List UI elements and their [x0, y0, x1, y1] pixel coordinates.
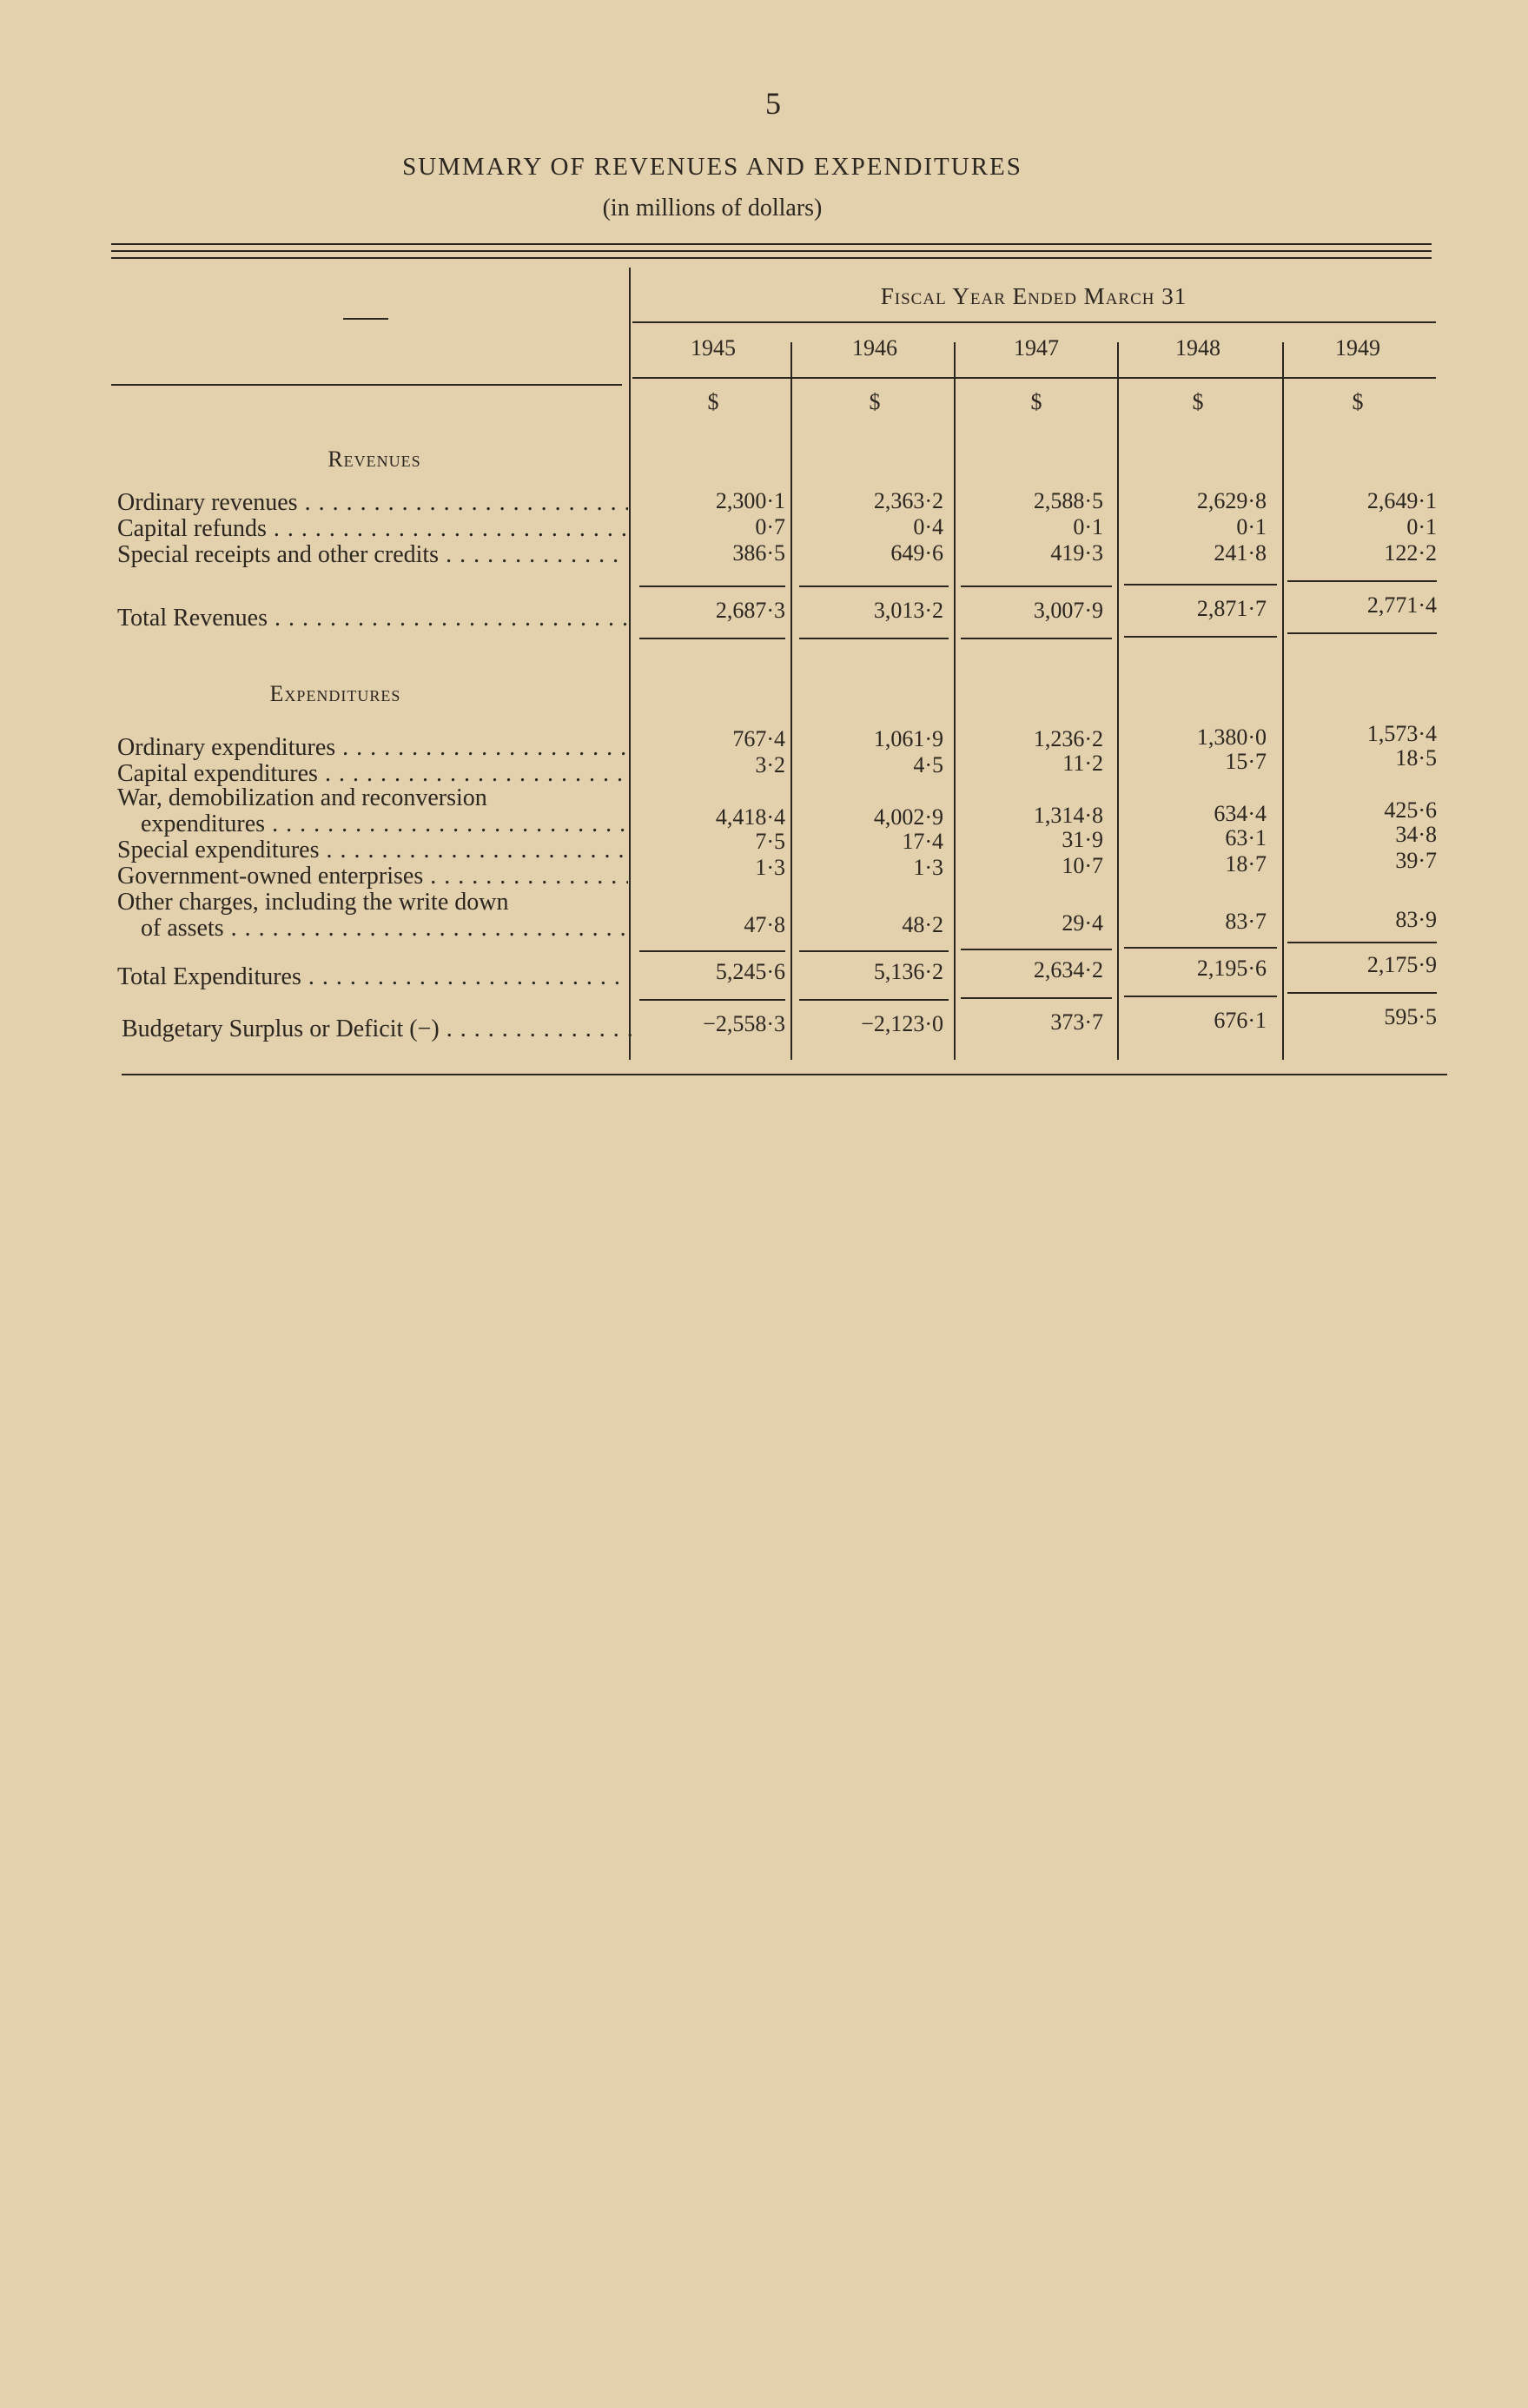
- cell-government-owned-1949: 39·7: [1395, 848, 1437, 873]
- year-header-1948: 1948: [1175, 335, 1220, 361]
- top-rule-3: [111, 257, 1432, 259]
- bottom-rule: [122, 1074, 1447, 1075]
- row-label-other-charges-line1: Other charges, including the write down: [117, 890, 509, 916]
- row-label-capital-refunds: Capital refunds . . .: [117, 516, 628, 542]
- row-label-special-receipts: Special receipts and other credits . . .: [117, 542, 628, 568]
- year-header-rule: [632, 377, 1436, 379]
- cell-government-owned-1948: 18·7: [1225, 851, 1267, 877]
- subtotal-rule-exp-1948: [1124, 947, 1277, 949]
- subtotal-rule-rev-1949: [1287, 580, 1437, 582]
- stub-header-rule: [111, 384, 622, 386]
- cell-special-expenditures-1947: 31·9: [1062, 827, 1103, 852]
- cell-ordinary-expenditures-1947: 1,236·2: [1033, 726, 1103, 751]
- cell-war-demobilization-1947: 1,314·8: [1033, 803, 1103, 828]
- cell-ordinary-revenues-1947: 2,588·5: [1033, 488, 1103, 513]
- total-rule-exp-1945: [639, 999, 785, 1001]
- currency-1949: $: [1352, 389, 1364, 414]
- total-rule-rev-1946: [799, 638, 949, 639]
- table-title: SUMMARY OF REVENUES AND EXPENDITURES: [402, 153, 1022, 181]
- cell-war-demobilization-1946: 4,002·9: [873, 804, 943, 830]
- cell-budgetary-surplus-1948: 676·1: [1214, 1008, 1267, 1033]
- cell-war-demobilization-1945: 4,418·4: [715, 804, 785, 830]
- cell-budgetary-surplus-1947: 373·7: [1050, 1009, 1103, 1035]
- subtotal-rule-exp-1949: [1287, 942, 1437, 943]
- cell-capital-expenditures-1949: 18·5: [1395, 745, 1437, 771]
- cell-total-expenditures-1948: 2,195·6: [1196, 956, 1267, 981]
- year-header-1949: 1949: [1335, 335, 1380, 361]
- cell-government-owned-1945: 1·3: [755, 855, 785, 880]
- total-rule-rev-1945: [639, 638, 785, 639]
- cell-total-expenditures-1947: 2,634·2: [1033, 957, 1103, 982]
- cell-total-expenditures-1945: 5,245·6: [715, 959, 785, 984]
- cell-government-owned-1946: 1·3: [913, 855, 943, 880]
- cell-capital-refunds-1946: 0·4: [913, 514, 943, 539]
- cell-other-charges-1948: 83·7: [1225, 909, 1267, 934]
- cell-budgetary-surplus-1949: 595·5: [1384, 1004, 1437, 1029]
- cell-special-expenditures-1945: 7·5: [755, 829, 785, 854]
- cell-capital-refunds-1948: 0·1: [1236, 514, 1267, 539]
- cell-ordinary-expenditures-1948: 1,380·0: [1196, 724, 1267, 750]
- subtotal-rule-rev-1946: [799, 585, 949, 587]
- row-label-special-expenditures: Special expenditures . . .: [117, 837, 628, 863]
- cell-special-expenditures-1949: 34·8: [1395, 822, 1437, 847]
- subtotal-rule-exp-1946: [799, 950, 949, 952]
- cell-war-demobilization-1949: 425·6: [1384, 797, 1437, 823]
- cell-capital-refunds-1949: 0·1: [1406, 514, 1437, 539]
- row-label-ordinary-revenues: Ordinary revenues . . .: [117, 490, 628, 516]
- expenditures-heading: Expenditures: [269, 681, 401, 706]
- cell-budgetary-surplus-1946: −2,123·0: [861, 1011, 943, 1036]
- fiscal-year-rule: [632, 321, 1436, 323]
- total-rule-exp-1947: [961, 997, 1112, 999]
- cell-special-receipts-1946: 649·6: [890, 540, 943, 566]
- subtotal-rule-rev-1948: [1124, 584, 1277, 585]
- total-rule-exp-1946: [799, 999, 949, 1001]
- cell-special-receipts-1949: 122·2: [1384, 540, 1437, 566]
- subtotal-rule-rev-1945: [639, 585, 785, 587]
- stub-header-dash: [343, 318, 388, 320]
- cell-special-receipts-1948: 241·8: [1214, 540, 1267, 566]
- fiscal-year-header: Fiscal Year Ended March 31: [880, 283, 1187, 309]
- subtotal-rule-rev-1947: [961, 585, 1112, 587]
- cell-total-expenditures-1946: 5,136·2: [873, 959, 943, 984]
- column-rule-stub: [629, 268, 631, 1060]
- cell-total-revenues-1949: 2,771·4: [1366, 592, 1437, 618]
- cell-government-owned-1947: 10·7: [1062, 853, 1103, 878]
- cell-special-expenditures-1948: 63·1: [1225, 825, 1267, 850]
- cell-other-charges-1945: 47·8: [744, 912, 785, 937]
- cell-other-charges-1949: 83·9: [1395, 907, 1437, 932]
- year-header-1945: 1945: [691, 335, 736, 361]
- cell-ordinary-revenues-1945: 2,300·1: [715, 488, 785, 513]
- cell-total-revenues-1945: 2,687·3: [715, 598, 785, 623]
- total-rule-exp-1948: [1124, 996, 1277, 997]
- cell-other-charges-1946: 48·2: [902, 912, 943, 937]
- column-rule-1946: [790, 342, 792, 1060]
- cell-ordinary-revenues-1949: 2,649·1: [1366, 488, 1437, 513]
- cell-budgetary-surplus-1945: −2,558·3: [703, 1011, 785, 1036]
- row-label-government-owned: Government-owned enterprises . . .: [117, 863, 628, 890]
- row-label-capital-expenditures: Capital expenditures . . .: [117, 761, 628, 787]
- cell-total-revenues-1946: 3,013·2: [873, 598, 943, 623]
- row-label-ordinary-expenditures: Ordinary expenditures . . .: [117, 735, 628, 761]
- cell-capital-expenditures-1947: 11·2: [1062, 751, 1103, 776]
- cell-total-revenues-1947: 3,007·9: [1033, 598, 1103, 623]
- cell-total-revenues-1948: 2,871·7: [1196, 596, 1267, 621]
- cell-war-demobilization-1948: 634·4: [1214, 801, 1267, 826]
- row-label-budgetary-surplus: Budgetary Surplus or Deficit (−) . . .: [122, 1016, 632, 1042]
- top-rule-2: [111, 250, 1432, 252]
- total-rule-rev-1948: [1124, 636, 1277, 638]
- cell-other-charges-1947: 29·4: [1062, 910, 1103, 936]
- cell-capital-refunds-1945: 0·7: [755, 514, 785, 539]
- cell-ordinary-expenditures-1946: 1,061·9: [873, 726, 943, 751]
- total-rule-rev-1949: [1287, 632, 1437, 634]
- cell-capital-refunds-1947: 0·1: [1073, 514, 1103, 539]
- cell-capital-expenditures-1948: 15·7: [1225, 749, 1267, 774]
- row-label-war-demobilization-line1: War, demobilization and reconversion: [117, 785, 487, 811]
- top-rule-1: [111, 243, 1432, 245]
- row-label-total-revenues: Total Revenues . . .: [117, 605, 628, 632]
- cell-ordinary-expenditures-1945: 767·4: [732, 726, 785, 751]
- cell-capital-expenditures-1946: 4·5: [913, 752, 943, 777]
- currency-1947: $: [1030, 389, 1042, 414]
- cell-ordinary-revenues-1948: 2,629·8: [1196, 488, 1267, 513]
- column-rule-1947: [954, 342, 956, 1060]
- currency-1948: $: [1192, 389, 1204, 414]
- subtotal-rule-exp-1945: [639, 950, 785, 952]
- cell-special-expenditures-1946: 17·4: [902, 829, 943, 854]
- currency-1945: $: [707, 389, 719, 414]
- total-rule-rev-1947: [961, 638, 1112, 639]
- cell-capital-expenditures-1945: 3·2: [755, 752, 785, 777]
- revenues-heading: Revenues: [327, 447, 421, 472]
- table-subtitle: (in millions of dollars): [602, 195, 823, 222]
- cell-special-receipts-1945: 386·5: [732, 540, 785, 566]
- page-number: 5: [765, 86, 781, 121]
- year-header-1947: 1947: [1014, 335, 1059, 361]
- cell-total-expenditures-1949: 2,175·9: [1366, 952, 1437, 977]
- row-label-total-expenditures: Total Expenditures . . .: [117, 964, 628, 990]
- cell-ordinary-expenditures-1949: 1,573·4: [1366, 721, 1437, 746]
- cell-special-receipts-1947: 419·3: [1050, 540, 1103, 566]
- subtotal-rule-exp-1947: [961, 949, 1112, 950]
- row-label-other-charges-line2: of assets . . .: [141, 916, 628, 942]
- total-rule-exp-1949: [1287, 992, 1437, 994]
- cell-ordinary-revenues-1946: 2,363·2: [873, 488, 943, 513]
- year-header-1946: 1946: [852, 335, 897, 361]
- currency-1946: $: [869, 389, 881, 414]
- row-label-war-demobilization-line2: expenditures . . .: [141, 811, 628, 837]
- column-rule-1948: [1117, 342, 1119, 1060]
